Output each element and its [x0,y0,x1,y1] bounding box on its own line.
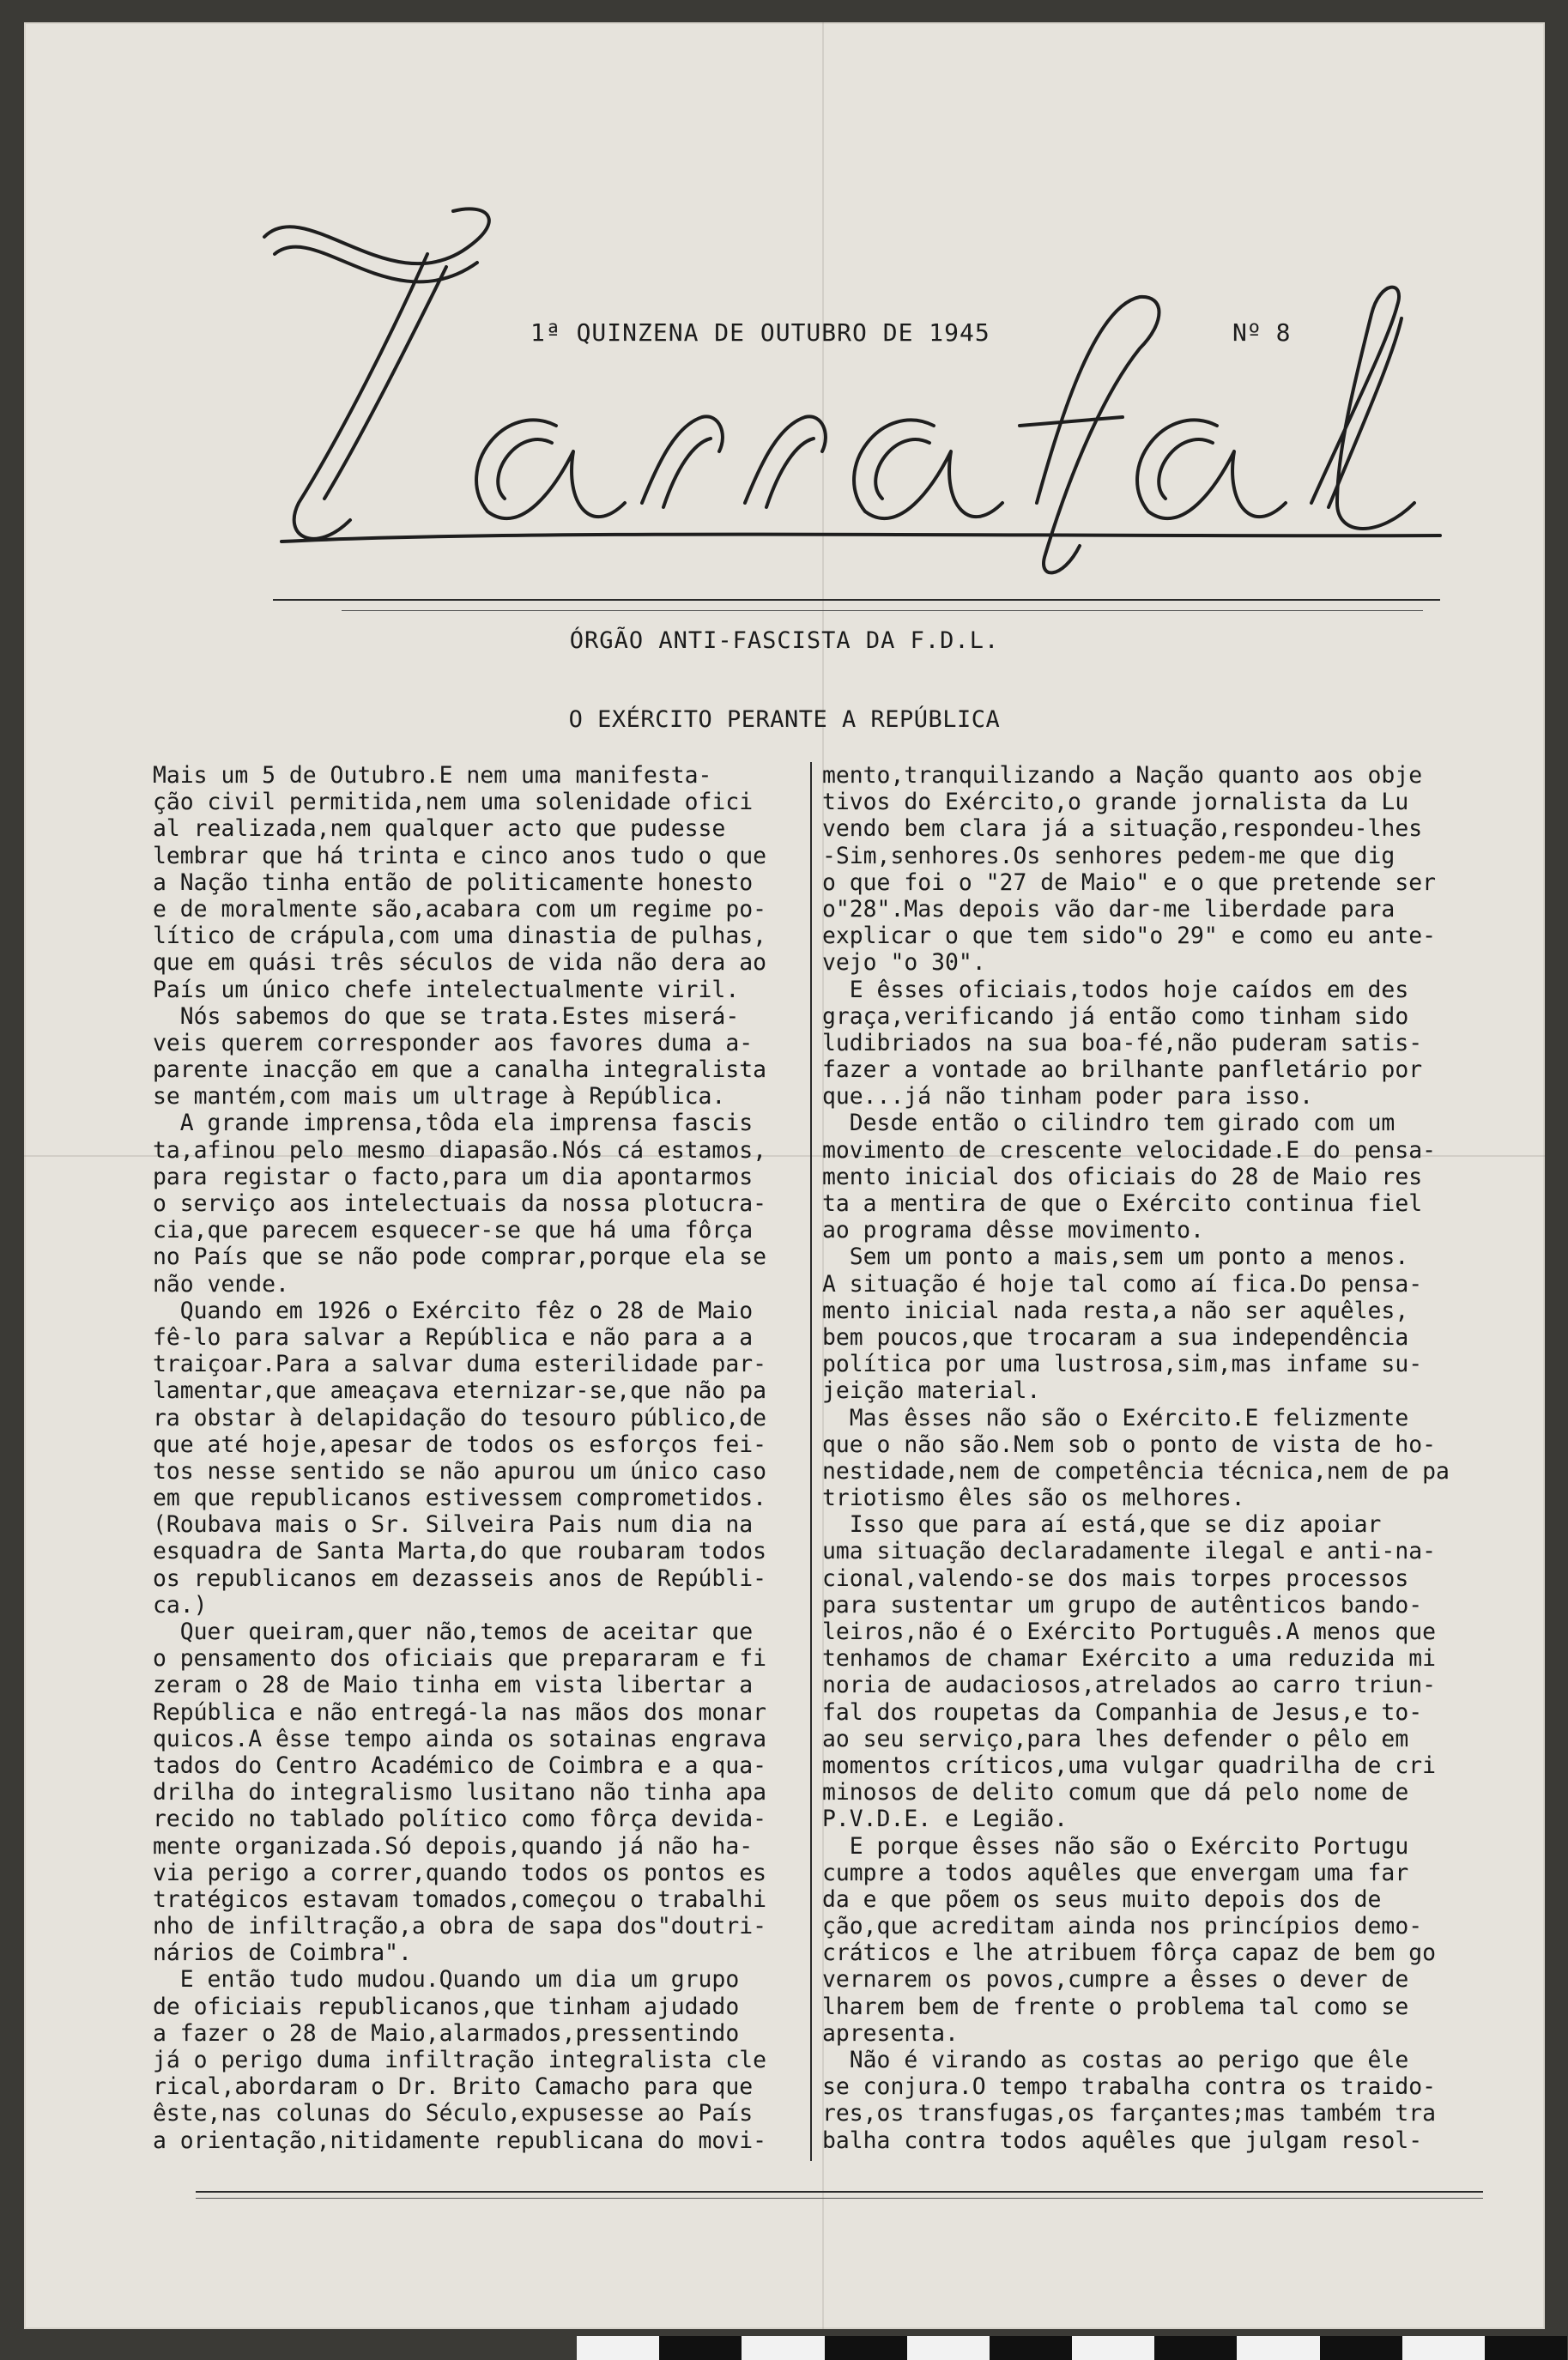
article-line: cional,valendo-se dos mais torpes processos [822,1564,1409,1592]
masthead-rule [273,599,1440,601]
article-line: tenhamos de chamar Exército a uma reduzida mi [822,1645,1436,1673]
article-line: mento inicial nada resta,a não ser aquêles, [822,1297,1409,1324]
article-line: vejo "o 30". [822,949,986,977]
article-line: cia,que parecem esquecer-se que há uma fôrça [153,1217,754,1244]
article-line: Nós sabemos do que se trata.Estes miserá- [153,1002,740,1030]
article-line: ludibriados na sua boa-fé,não puderam satis- [822,1029,1423,1056]
article-line: ao seu serviço,para lhes defender o pêlo em [822,1725,1409,1752]
article-title: O EXÉRCITO PERANTE A REPÚBLICA [568,706,1001,733]
article-line: E êsses oficiais,todos hoje caídos em des [822,976,1409,1003]
article-line: ta a mentira de que o Exército continua fiel [822,1190,1423,1217]
article-line: via perigo a correr,quando todos os pontos es [153,1859,766,1886]
article-line: a orientação,nitidamente republicana do movi- [153,2127,766,2154]
article-line: se conjura.O tempo trabalha contra os traido- [822,2073,1436,2101]
article-line: E então tudo mudou.Quando um dia um grupo [153,1966,740,1994]
article-line: cráticos e lhe atribuem fôrça capaz de bem go [822,1939,1436,1967]
issue-date: 1ª QUINZENA DE OUTUBRO DE 1945 [530,318,990,347]
article-line: E porque êsses não são o Exército Portugu [822,1832,1409,1860]
article-line: nestidade,nem de competência técnica,nem de pa [822,1457,1450,1485]
article-line: graça,verificando já então como tinham sido [822,1002,1409,1030]
article-line: tos nesse sentido se não apurou um único caso [153,1457,766,1485]
article-line: uma situação declaradamente ilegal e anti-na- [822,1538,1436,1565]
article-line: o serviço aos intelectuais da nossa plotucra- [153,1190,766,1217]
article-line: República e não entregá-la nas mãos dos monar [153,1698,766,1726]
article-line: que até hoje,apesar de todos os esforços fei- [153,1431,766,1458]
footer-rule [196,2191,1483,2193]
article-line: no País que se não pode comprar,porque ela se [153,1244,766,1271]
article-line: para registar o facto,para um dia apontarmos [153,1163,754,1190]
article-line: esquadra de Santa Marta,do que roubaram todos [153,1538,766,1565]
article-line: País um único chefe intelectualmente viril. [153,976,740,1003]
masthead [24,22,1545,640]
article-line: lítico de crápula,com uma dinastia de pulhas, [153,923,766,950]
article-line: os republicanos em dezasseis anos de Repúbli- [153,1564,766,1592]
article-line: drilha do integralismo lusitano não tinha apa [153,1779,766,1806]
article-line: êste,nas colunas do Século,expusesse ao País [153,2100,754,2127]
article-line: veis querem corresponder aos favores duma a- [153,1029,754,1056]
article-line: leiros,não é o Exército Português.A menos que [822,1619,1436,1645]
article-line: não vende. [153,1270,289,1298]
article-line: tratégicos estavam tomados,começou o trabalhi [153,1885,766,1913]
article-line: Mais um 5 de Outubro.E nem uma manifesta- [153,762,712,789]
article-line: e de moralmente são,acabara com um regime po- [153,895,766,923]
article-line: a Nação tinha então de politicamente honesto [153,868,754,896]
masthead-rule-thin [342,610,1423,611]
article-line: -Sim,senhores.Os senhores pedem-me que dig [822,842,1395,869]
article-line: política por uma lustrosa,sim,mas infame su- [822,1351,1423,1378]
article-line: Quer queiram,quer não,temos de aceitar que [153,1619,754,1645]
article-line: tivos do Exército,o grande jornalista da Lu [822,789,1409,816]
article-line: res,os transfugas,os farçantes;mas também tra [822,2100,1436,2127]
article-line: mento inicial dos oficiais do 28 de Maio res [822,1163,1423,1190]
article-line: fal dos roupetas da Companhia de Jesus,e to- [822,1698,1423,1726]
article-line: balha contra todos aquêles que julgam resol- [822,2127,1423,2154]
article-line: bem poucos,que trocaram a sua independência [822,1323,1409,1351]
article-line: nários de Coimbra". [153,1939,412,1967]
article-line: ca.) [153,1591,208,1619]
article-line: Sem um ponto a mais,sem um ponto a menos. [822,1244,1409,1271]
article-line: triotismo êles são os melhores. [822,1485,1245,1512]
article-line: rical,abordaram o Dr. Brito Camacho para que [153,2073,754,2101]
article-line: Mas êsses não são o Exército.E felizmente [822,1404,1409,1431]
article-line: parente inacção em que a canalha integralista [153,1056,766,1084]
article-line: A grande imprensa,tôda ela imprensa fascis [153,1110,754,1137]
article-line: da e que põem os seus muito depois dos de [822,1885,1382,1913]
article-line: mente organizada.Só depois,quando já não ha- [153,1832,754,1860]
article-line: que o não são.Nem sob o ponto de vista de ho- [822,1431,1436,1458]
article-line: ao programa dêsse movimento. [822,1217,1204,1244]
article-line: recido no tablado político como fôrça devida- [153,1806,766,1833]
article-line: quicos.A êsse tempo ainda os sotainas engrava [153,1725,766,1752]
scale-ruler [577,2336,1567,2360]
article-line: o pensamento dos oficiais que prepararam e fi [153,1645,766,1673]
article-line: ção civil permitida,nem uma solenidade ofici [153,789,754,816]
article-line: ra obstar à delapidação do tesouro público,de [153,1404,766,1431]
article-line: Não é virando as costas ao perigo que êle [822,2047,1409,2073]
column-divider [810,762,812,2161]
article-line: vendo bem clara já a situação,respondeu-lhes [822,815,1423,843]
article-line: o"28".Mas depois vão dar-me liberdade para [822,895,1395,923]
article-line: (Roubava mais o Sr. Silveira Pais num dia na [153,1511,754,1539]
article-line: para sustentar um grupo de autênticos bando- [822,1591,1423,1619]
article-line: cumpre a todos aquêles que envergam uma far [822,1859,1409,1886]
article-line: nho de infiltração,a obra de sapa dos"doutri- [153,1913,766,1940]
article-line: jeição material. [822,1377,1041,1405]
article-line: movimento de crescente velocidade.E do pensa- [822,1136,1436,1164]
article-line: minosos de delito comum que dá pelo nome de [822,1779,1409,1806]
organ-subtitle: ÓRGÃO ANTI-FASCISTA DA F.D.L. [569,627,1000,654]
article-line: que...já não tinham poder para isso. [822,1083,1313,1110]
issue-number: Nº 8 [1232,318,1291,347]
article-line: al realizada,nem qualquer acto que pudesse [153,815,726,843]
article-line: em que republicanos estivessem comprometidos. [153,1485,766,1512]
article-line: já o perigo duma infiltração integralista cle [153,2047,766,2073]
article-line: Isso que para aí está,que se diz apoiar [822,1511,1382,1539]
article-line: noria de audaciosos,atrelados ao carro triun- [822,1672,1436,1699]
article-line: que em quási três séculos de vida não dera ao [153,949,766,977]
article-line: Quando em 1926 o Exército fêz o 28 de Maio [153,1297,754,1324]
article-line: se mantém,com mais um ultrage à República. [153,1083,726,1110]
article-line: a fazer o 28 de Maio,alarmados,pressentindo [153,2019,740,2047]
article-line: apresenta. [822,2019,959,2047]
article-line: mento,tranquilizando a Nação quanto aos obje [822,762,1423,789]
article-line: o que foi o "27 de Maio" e o que pretende ser [822,868,1436,896]
article-line: lembrar que há trinta e cinco anos tudo o que [153,842,766,869]
article-line: de oficiais republicanos,que tinham ajudado [153,1993,740,2020]
article-line: explicar o que tem sido"o 29" e como eu ante- [822,923,1436,950]
article-line: fazer a vontade ao brilhante panfletário por [822,1056,1423,1084]
article-line: momentos críticos,uma vulgar quadrilha de cri [822,1752,1436,1779]
article-line: ção,que acreditam ainda nos princípios demo- [822,1913,1423,1940]
article-line: vernarem os povos,cumpre a êsses o dever de [822,1966,1409,1994]
article-column-right [822,762,1474,2154]
article-line: traiçoar.Para a salvar duma esterilidade par- [153,1351,766,1378]
article-line: zeram o 28 de Maio tinha em vista libertar a [153,1672,754,1699]
article-column-left [153,762,771,2154]
newspaper-page [24,22,1545,2329]
article-line: fê-lo para salvar a República e não para a a [153,1323,754,1351]
article-line: Desde então o cilindro tem girado com um [822,1110,1395,1137]
article-line: P.V.D.E. e Legião. [822,1806,1068,1833]
article-line: tados do Centro Académico de Coimbra e a qua- [153,1752,766,1779]
article-line: ta,afinou pelo mesmo diapasão.Nós cá estamos, [153,1136,766,1164]
article-line: A situação é hoje tal como aí fica.Do pensa- [822,1270,1423,1298]
article-line: lamentar,que ameaçava eternizar-se,que não pa [153,1377,766,1405]
article-line: lharem bem de frente o problema tal como se [822,1993,1409,2020]
footer-rule-thin [196,2198,1483,2199]
